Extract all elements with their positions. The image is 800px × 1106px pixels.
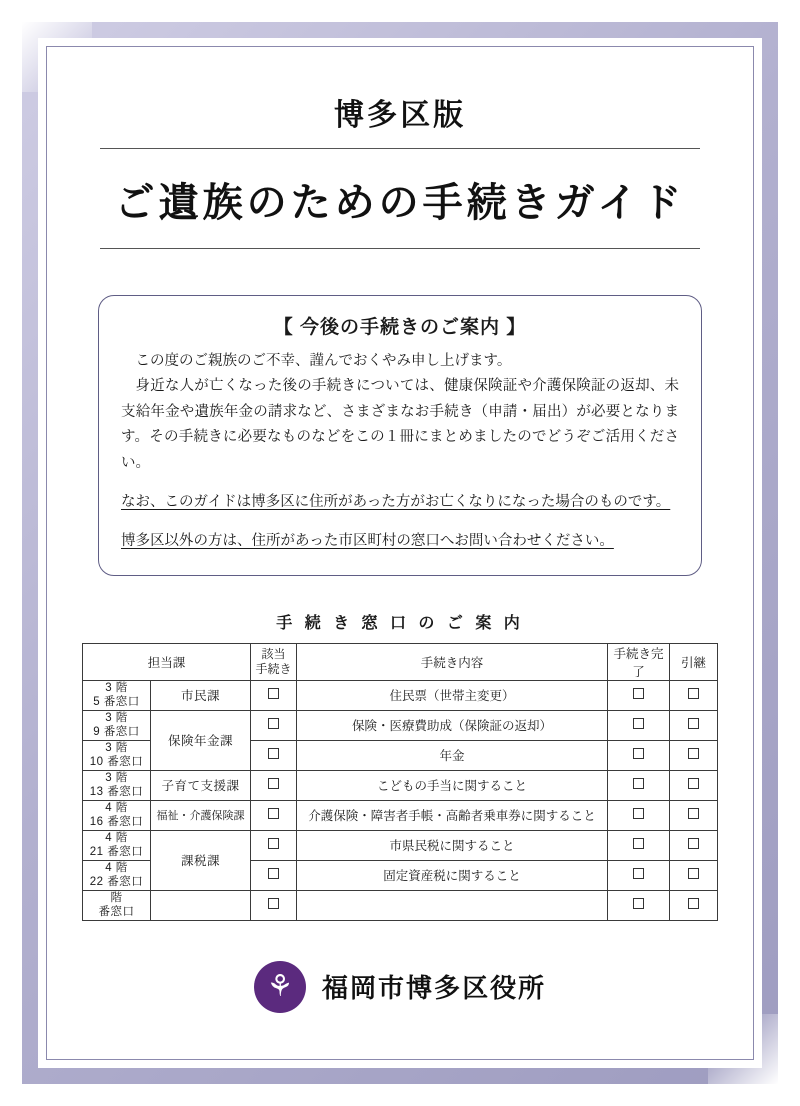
table-header-row — [83, 643, 718, 680]
floor-line-1: 3 階 — [105, 711, 128, 724]
floor-line-1: 4 階 — [105, 831, 128, 844]
checkbox-icon[interactable] — [633, 898, 644, 909]
cell-floor — [83, 890, 151, 920]
floor-line-2: 10 番窓口 — [89, 756, 144, 769]
checkbox-icon[interactable] — [268, 808, 279, 819]
cell-department: 市民課 — [151, 680, 251, 710]
cell-handover-checkbox[interactable] — [670, 710, 718, 740]
footer-logo — [82, 961, 718, 1013]
checkbox-icon[interactable] — [688, 778, 699, 789]
checkbox-icon[interactable] — [688, 838, 699, 849]
cell-floor — [83, 710, 151, 740]
cell-department: 福祉・介護保険課 — [151, 800, 251, 830]
notice-paragraph-4: 博多区以外の方は、住所があった市区町村の窓口へお問い合わせください。 — [121, 533, 614, 550]
checkbox-icon[interactable] — [268, 838, 279, 849]
document-subtitle: 博多区版 — [334, 99, 466, 132]
organization-name: 福岡市博多区役所 — [321, 973, 546, 1004]
floor-line-2: 21 番窓口 — [89, 846, 144, 859]
checkbox-icon[interactable] — [268, 778, 279, 789]
header-applicable — [251, 643, 297, 680]
cell-detail: こどもの手当に関すること — [297, 770, 608, 800]
cell-done-checkbox[interactable] — [608, 830, 670, 860]
cell-floor — [83, 770, 151, 800]
floor-line-1: 3 階 — [105, 771, 128, 784]
title-divider-bottom — [100, 248, 700, 249]
table-body — [83, 680, 718, 920]
checkbox-icon[interactable] — [688, 748, 699, 759]
checkbox-icon[interactable] — [268, 748, 279, 759]
cell-done-checkbox[interactable] — [608, 710, 670, 740]
cell-floor — [83, 800, 151, 830]
cell-detail: 固定資産税に関すること — [297, 860, 608, 890]
checkbox-icon[interactable] — [633, 778, 644, 789]
cell-done-checkbox[interactable] — [608, 770, 670, 800]
cell-handover-checkbox[interactable] — [670, 830, 718, 860]
cell-done-checkbox[interactable] — [608, 800, 670, 830]
header-detail: 手続き内容 — [297, 643, 608, 680]
procedure-counter-table — [82, 643, 718, 921]
table-row — [83, 890, 718, 920]
header-department: 担当課 — [83, 643, 251, 680]
header-done: 手続き完了 — [608, 643, 670, 680]
cell-applicable-checkbox[interactable] — [251, 800, 297, 830]
floor-line-2: 9 番窓口 — [93, 726, 140, 739]
cell-handover-checkbox[interactable] — [670, 770, 718, 800]
notice-paragraph-2: 身近な人が亡くなった後の手続きについては、健康保険証や介護保険証の返却、未支給年金や遺族年金の請求など、さまざまなお手続き（申請・届出）が必要となります。その手続きに必要なものなどをこの１冊にまとめましたのでどうぞご活用ください。 — [121, 378, 679, 471]
checkbox-icon[interactable] — [268, 868, 279, 879]
cell-applicable-checkbox[interactable] — [251, 770, 297, 800]
cell-department — [151, 890, 251, 920]
floor-line-1: 4 階 — [105, 861, 128, 874]
checkbox-icon[interactable] — [688, 688, 699, 699]
cell-floor — [83, 830, 151, 860]
floor-line-1: 4 階 — [105, 801, 128, 814]
city-emblem-icon: ⚘ — [254, 961, 306, 1013]
cell-applicable-checkbox[interactable] — [251, 830, 297, 860]
checkbox-icon[interactable] — [633, 688, 644, 699]
cell-floor — [83, 740, 151, 770]
floor-line-2: 5 番窓口 — [93, 696, 140, 709]
cell-detail: 介護保険・障害者手帳・高齢者乗車券に関すること — [297, 800, 608, 830]
checkbox-icon[interactable] — [688, 808, 699, 819]
cell-applicable-checkbox[interactable] — [251, 680, 297, 710]
cell-handover-checkbox[interactable] — [670, 800, 718, 830]
cell-floor — [83, 680, 151, 710]
notice-paragraph-3: なお、このガイドは博多区に住所があった方がお亡くなりになった場合のものです。 — [121, 493, 671, 510]
checkbox-icon[interactable] — [688, 898, 699, 909]
floor-line-1: 3 階 — [105, 741, 128, 754]
header-handover: 引継 — [670, 643, 718, 680]
cell-applicable-checkbox[interactable] — [251, 860, 297, 890]
page-title: ご遺族のための手続きガイド — [114, 181, 686, 225]
checkbox-icon[interactable] — [633, 718, 644, 729]
notice-paragraph-1: この度のご親族のご不幸、謹んでおくやみ申し上げます。 — [135, 353, 512, 369]
floor-line-2: 13 番窓口 — [89, 786, 144, 799]
document-content — [56, 56, 744, 1050]
table-heading: 手 続 き 窓 口 の ご 案 内 — [276, 614, 524, 632]
table-row — [83, 710, 718, 740]
cell-handover-checkbox[interactable] — [670, 740, 718, 770]
table-row — [83, 770, 718, 800]
cell-department: 子育て支援課 — [151, 770, 251, 800]
floor-line-2: 16 番窓口 — [89, 816, 144, 829]
notice-heading: 【 今後の手続きのご案内 】 — [273, 317, 527, 338]
cell-handover-checkbox[interactable] — [670, 680, 718, 710]
cell-applicable-checkbox[interactable] — [251, 890, 297, 920]
cell-done-checkbox[interactable] — [608, 680, 670, 710]
notice-box — [98, 295, 702, 576]
cell-applicable-checkbox[interactable] — [251, 740, 297, 770]
cell-done-checkbox[interactable] — [608, 890, 670, 920]
table-row — [83, 800, 718, 830]
cell-detail: 保険・医療費助成（保険証の返却） — [297, 710, 608, 740]
floor-line-2: 22 番窓口 — [89, 876, 144, 889]
cell-applicable-checkbox[interactable] — [251, 710, 297, 740]
cell-floor — [83, 860, 151, 890]
cell-department: 保険年金課 — [151, 710, 251, 770]
checkbox-icon[interactable] — [688, 868, 699, 879]
cell-detail — [297, 890, 608, 920]
header-applicable-line1: 該当 — [261, 647, 286, 662]
cell-done-checkbox[interactable] — [608, 860, 670, 890]
checkbox-icon[interactable] — [268, 898, 279, 909]
checkbox-icon[interactable] — [268, 688, 279, 699]
table-row — [83, 830, 718, 860]
cell-handover-checkbox[interactable] — [670, 890, 718, 920]
checkbox-icon[interactable] — [268, 718, 279, 729]
checkbox-icon[interactable] — [633, 808, 644, 819]
cell-detail: 住民票（世帯主変更） — [297, 680, 608, 710]
table-row — [83, 680, 718, 710]
floor-line-2: 番窓口 — [98, 906, 135, 919]
checkbox-icon[interactable] — [633, 838, 644, 849]
checkbox-icon[interactable] — [633, 868, 644, 879]
cell-detail: 市県民税に関すること — [297, 830, 608, 860]
checkbox-icon[interactable] — [688, 718, 699, 729]
floor-line-1: 3 階 — [105, 681, 128, 694]
checkbox-icon[interactable] — [633, 748, 644, 759]
cell-handover-checkbox[interactable] — [670, 860, 718, 890]
floor-line-1: 階 — [110, 891, 123, 904]
cell-detail: 年金 — [297, 740, 608, 770]
cell-done-checkbox[interactable] — [608, 740, 670, 770]
cell-department: 課税課 — [151, 830, 251, 890]
header-applicable-line2: 手続き — [255, 661, 292, 676]
